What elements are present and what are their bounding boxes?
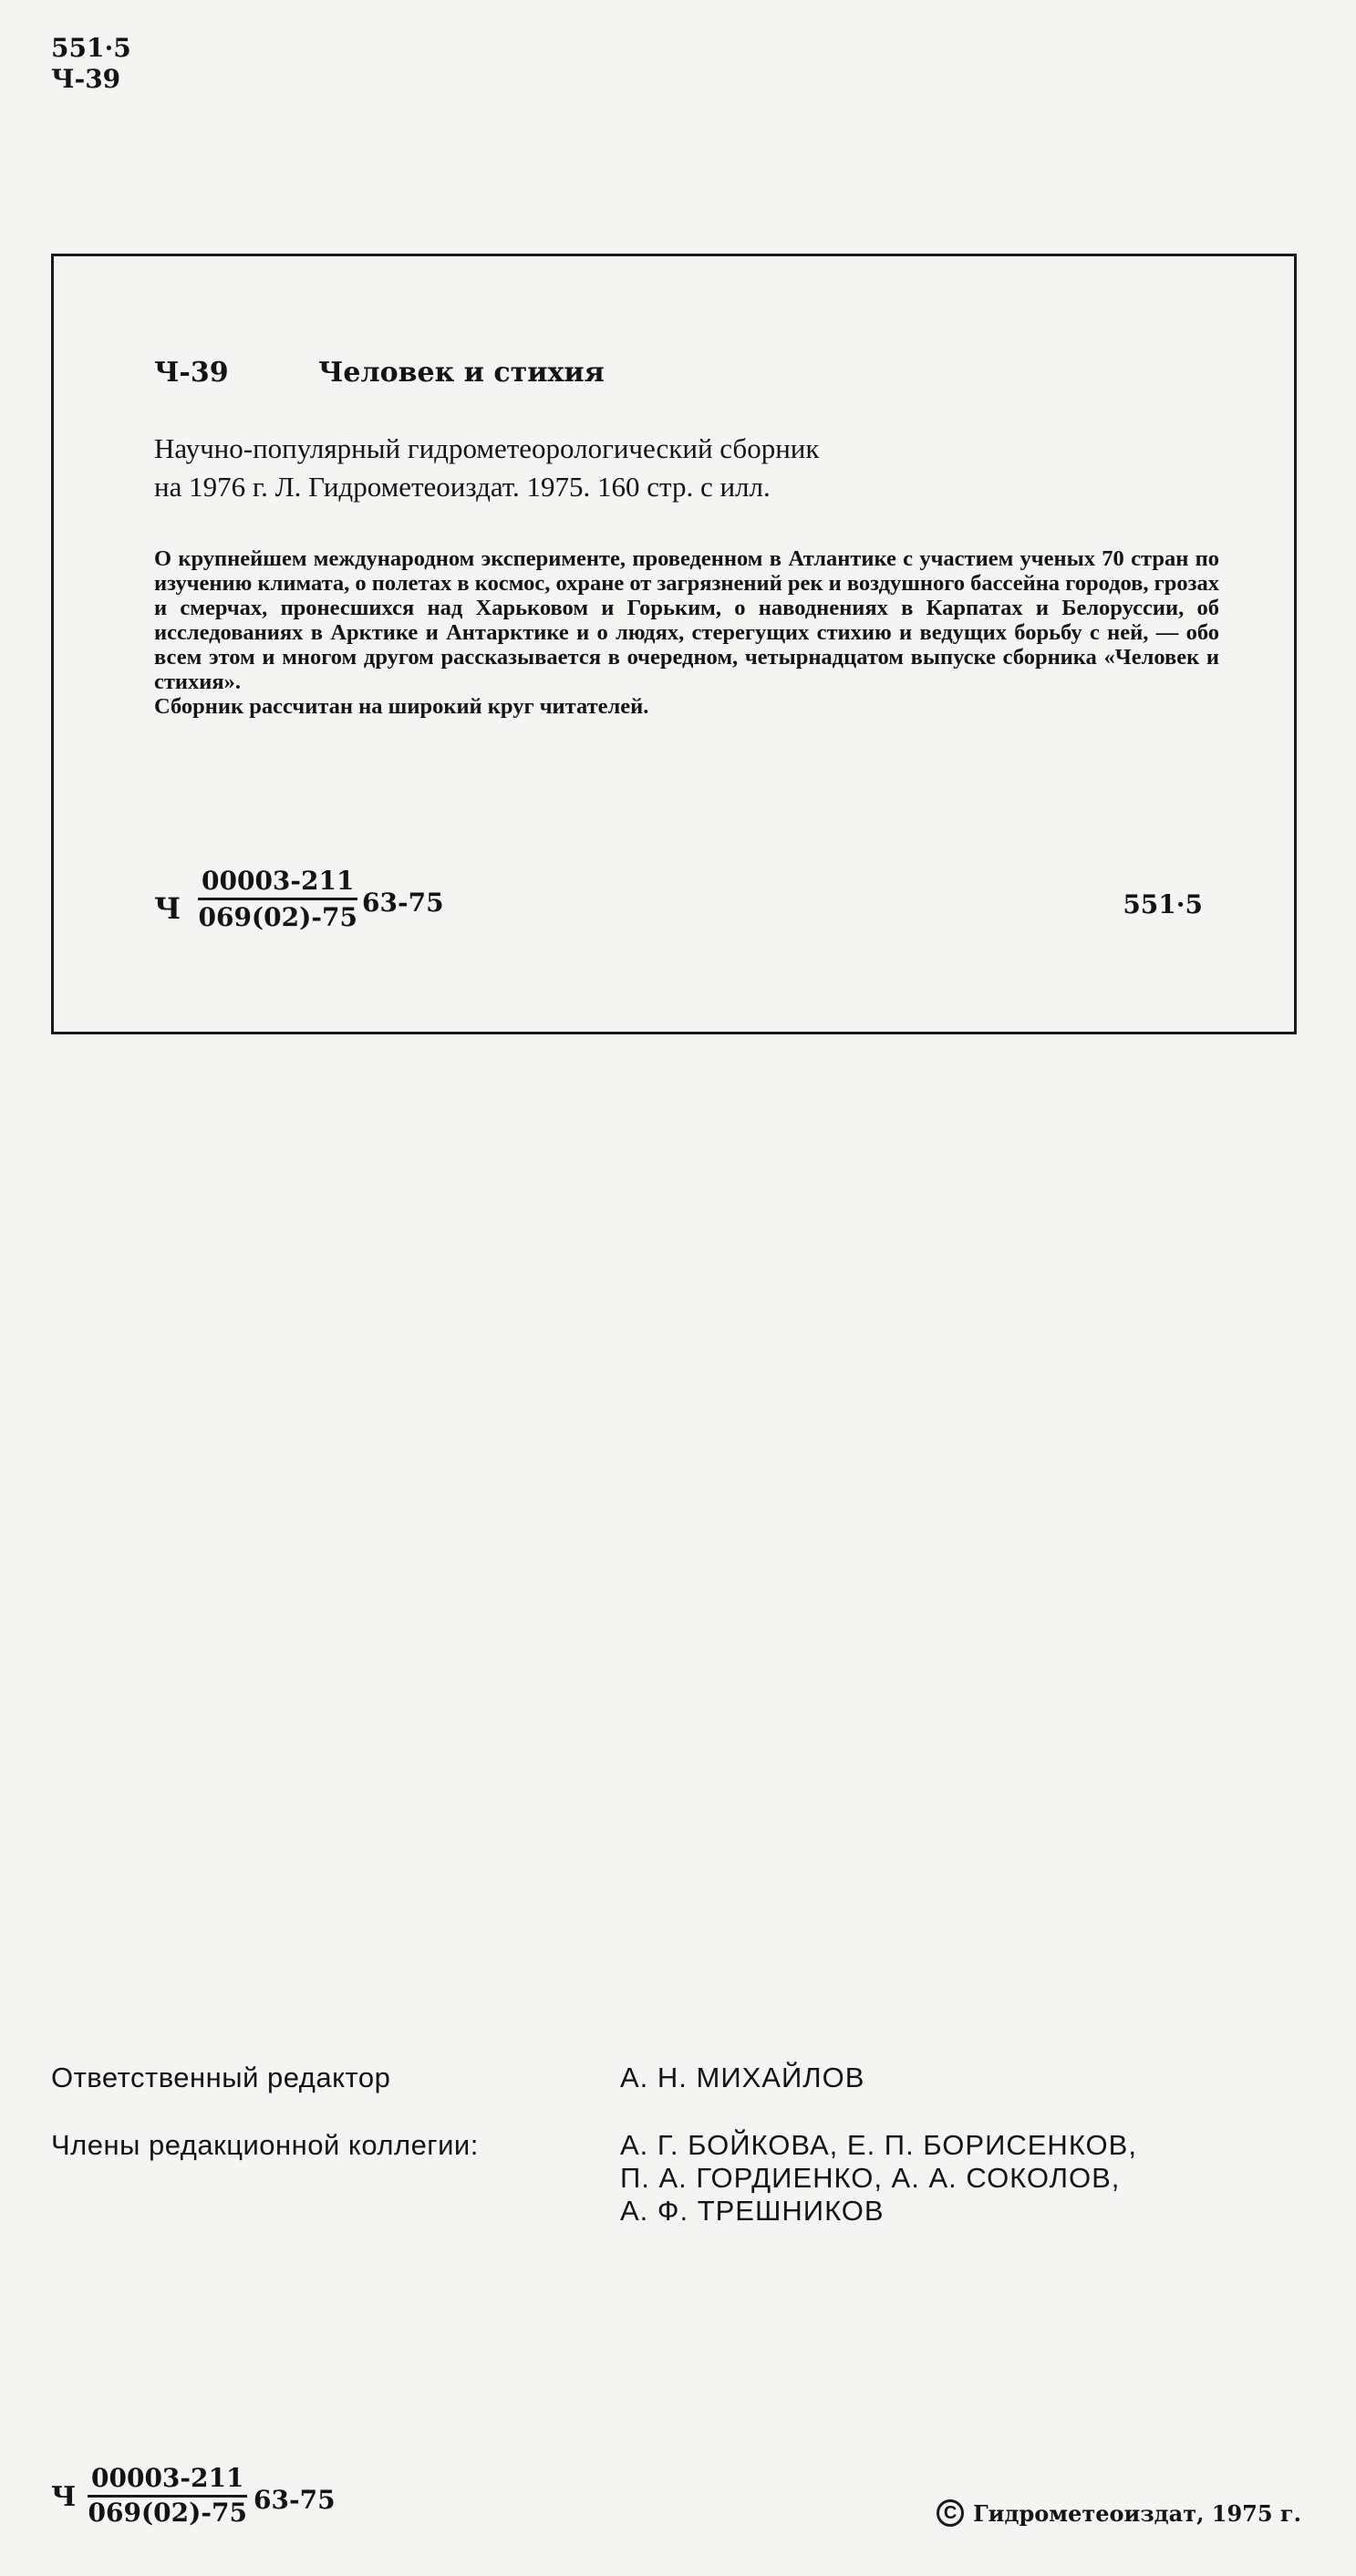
card-udk: 551·5 — [1123, 889, 1203, 919]
card-index-suffix: 63-75 — [362, 888, 444, 918]
card-annotation — [154, 546, 1219, 719]
card-index-letter: Ч — [154, 891, 181, 926]
udk-code: 551·5 — [51, 33, 131, 63]
card-title: Человек и стихия — [318, 357, 605, 389]
board-line: А. Ф. ТРЕШНИКОВ — [620, 2195, 885, 2227]
board-label: Члены редакционной коллегии: — [51, 2129, 479, 2161]
catalog-card — [51, 254, 1297, 1034]
card-index-denominator: 069(02)-75 — [198, 902, 357, 932]
bottom-index-numerator: 00003-211 — [88, 2463, 247, 2498]
imprint-line: на 1976 г. Л. Гидрометеоиздат. 1975. 160 стр. с илл. — [154, 471, 771, 503]
bottom-index-letter: Ч — [51, 2481, 77, 2513]
card-index-numerator: 00003-211 — [198, 866, 357, 900]
card-code: Ч-39 — [154, 357, 229, 389]
board-line: П. А. ГОРДИЕНКО, А. А. СОКОЛОВ, — [620, 2162, 1121, 2194]
classification-top — [51, 33, 131, 95]
editor-name: А. Н. МИХАЙЛОВ — [620, 2062, 865, 2093]
imprint-line: Научно-популярный гидрометеорологический сборник — [154, 432, 820, 464]
bottom-index-fraction — [88, 2463, 247, 2528]
annotation-text: О крупнейшем международном эксперименте, проведенном в Атлантике с участием ученых 70 стран по изучению климата, о полетах в космос, охране от загрязнений рек и воздушного бассейна городов, грозах и смерчах, пронесшихся над Харьковом и Горьким, о наводнениях в Карпатах и Белоруссии, об исследованиях в Арктике и Антарктике и о людях, стерегущих стихию и ведущих борьбу с ней, — обо всем этом и многом другом рассказывается в очередном, четырнадцатом выпуске сборника «Человек и стихия». — [154, 546, 1219, 694]
editor-label: Ответственный редактор — [51, 2062, 391, 2093]
card-index-fraction — [198, 866, 357, 932]
copyright-icon: C — [937, 2499, 964, 2527]
audience-text: Сборник рассчитан на широкий круг читателей. — [154, 694, 649, 719]
copyright-text: Гидрометеоиздат, 1975 г. — [973, 2499, 1301, 2527]
copyright — [937, 2499, 1301, 2527]
bottom-index-denominator: 069(02)-75 — [88, 2498, 247, 2528]
board-line: А. Г. БОЙКОВА, Е. П. БОРИСЕНКОВ, — [620, 2129, 1137, 2161]
bottom-index-suffix: 63-75 — [254, 2485, 336, 2515]
board-names — [620, 2129, 1137, 2228]
author-mark: Ч-39 — [51, 64, 121, 94]
card-imprint — [154, 430, 1248, 506]
